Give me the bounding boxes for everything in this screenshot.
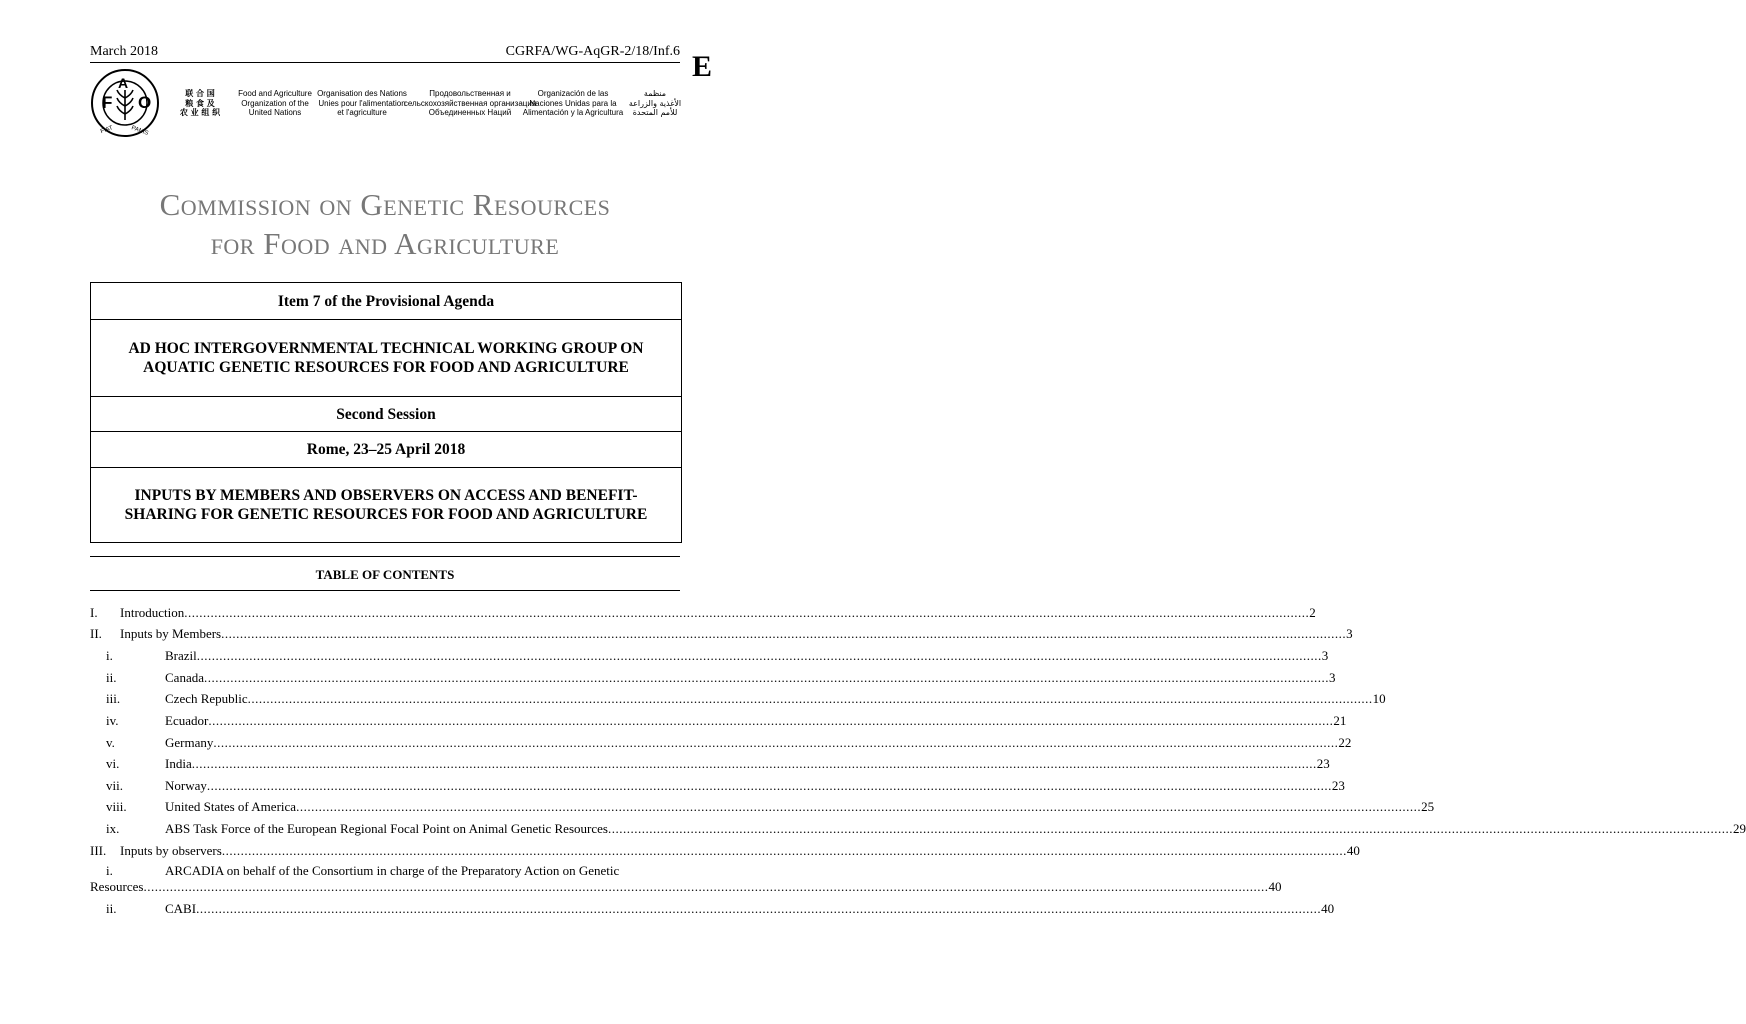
toc-entry-text: ABS Task Force of the European Regional Focal Point on Animal Genetic Resources bbox=[165, 821, 608, 836]
org-name-spanish: Organización de las Naciones Unidas para la Alimentación y la Agricultura bbox=[522, 89, 624, 117]
toc-entry[interactable] bbox=[90, 735, 1352, 751]
toc-entry-page: 22 bbox=[1338, 735, 1352, 750]
toc-entry-page: 29 bbox=[1732, 821, 1746, 836]
toc-entry-text: ARCADIA on behalf of the Consortium in charge of the Preparatory Action on Genetic bbox=[165, 863, 620, 878]
toc-entry-text: Czech Republic bbox=[165, 691, 248, 706]
toc-leader: ............................................................................................................................................................................................................................................................................................................ bbox=[221, 626, 1347, 641]
toc-entry-text: United States of America bbox=[165, 799, 297, 814]
toc-leader: ............................................................................................................................................................................................................................................................................................................ bbox=[196, 901, 1322, 916]
svg-text:PANIS: PANIS bbox=[130, 125, 149, 137]
commission-title-line2: for Food and Agriculture bbox=[210, 226, 560, 261]
toc-entry-text: Introduction bbox=[120, 605, 185, 620]
toc-entry-text: India bbox=[165, 756, 192, 771]
toc-leader: ............................................................................................................................................................................................................................................................................................................ bbox=[143, 879, 1269, 894]
toc-entry-number: II. bbox=[90, 626, 102, 641]
place-and-date: Rome, 23–25 April 2018 bbox=[91, 432, 681, 468]
toc-entry-text: Norway bbox=[165, 778, 207, 793]
toc-entry[interactable] bbox=[90, 901, 1335, 917]
toc-bottom-rule bbox=[90, 590, 680, 591]
toc-entry[interactable] bbox=[90, 713, 1347, 729]
toc-entry-number: ii. bbox=[106, 901, 117, 916]
toc-entry-text: CABI bbox=[165, 901, 197, 916]
toc-leader: ............................................................................................................................................................................................................................................................................................................ bbox=[213, 735, 1339, 750]
toc-entry-number: v. bbox=[106, 735, 115, 750]
toc-entry-page: 40 bbox=[1321, 901, 1335, 916]
org-name-chinese: 联 合 国 粮 食 及 农 业 组 织 bbox=[179, 89, 221, 117]
toc-entry-page: 23 bbox=[1316, 756, 1330, 771]
org-name-russian: Продовольственная и сельскохозяйственная организация Объединенных Наций bbox=[403, 89, 537, 117]
toc-entry-text: Germany bbox=[165, 735, 214, 750]
toc-leader: ............................................................................................................................................................................................................................................................................................................ bbox=[607, 821, 1733, 836]
toc-entry[interactable] bbox=[90, 691, 1386, 707]
toc-leader: ............................................................................................................................................................................................................................................................................................................ bbox=[184, 605, 1310, 620]
toc-entry-text: Canada bbox=[165, 670, 204, 685]
toc-entry-number: I. bbox=[90, 605, 98, 620]
toc-entry[interactable] bbox=[90, 821, 1746, 837]
toc-entry-page: 3 bbox=[1346, 626, 1353, 641]
agenda-item: Item 7 of the Provisional Agenda bbox=[91, 283, 681, 320]
toc-entry[interactable] bbox=[90, 799, 1435, 815]
toc-entry-page: 3 bbox=[1328, 670, 1336, 685]
toc-leader: ............................................................................................................................................................................................................................................................................................................ bbox=[196, 648, 1322, 663]
org-name-french: Organisation des Nations Unies pour l'alimentation et l'agriculture bbox=[317, 89, 407, 117]
toc-entry[interactable] bbox=[90, 756, 1330, 772]
toc-entry-line2[interactable] bbox=[90, 879, 1282, 895]
fao-logo bbox=[90, 68, 160, 138]
header-rule bbox=[90, 62, 680, 63]
toc-entry-number: i. bbox=[106, 648, 113, 663]
toc-entry[interactable] bbox=[90, 670, 1336, 686]
toc-entry-number: iv. bbox=[106, 713, 119, 728]
toc-entry-text: Inputs by Members bbox=[120, 626, 222, 641]
document-date: March 2018 bbox=[90, 44, 159, 59]
toc-entry-page: 21 bbox=[1333, 713, 1347, 728]
svg-text:FIAT: FIAT bbox=[99, 125, 114, 136]
toc-leader: ............................................................................................................................................................................................................................................................................................................ bbox=[221, 843, 1347, 858]
toc-entry-text: Inputs by observers bbox=[120, 843, 222, 858]
toc-leader: ............................................................................................................................................................................................................................................................................................................ bbox=[191, 756, 1317, 771]
toc-entry-text-continued: Resources bbox=[90, 879, 144, 894]
toc-leader: ............................................................................................................................................................................................................................................................................................................ bbox=[247, 691, 1373, 706]
document-title: INPUTS BY MEMBERS AND OBSERVERS ON ACCESS AND BENEFIT-SHARING FOR GENETIC RESOURCES FOR FOOD AND AGRICULTURE bbox=[91, 468, 681, 543]
svg-text:F: F bbox=[102, 93, 113, 112]
toc-top-rule bbox=[90, 556, 680, 557]
language-code: E bbox=[692, 50, 713, 83]
session-name: Second Session bbox=[91, 397, 681, 432]
toc-entry-page: 10 bbox=[1372, 691, 1386, 706]
toc-entry-page: 40 bbox=[1268, 879, 1282, 894]
commission-title-line1: Commission on Genetic Resources bbox=[159, 187, 611, 222]
toc-entry-text: Brazil bbox=[165, 648, 197, 663]
toc-entry[interactable] bbox=[90, 843, 1360, 859]
toc-entry[interactable] bbox=[90, 648, 1329, 664]
toc-entry[interactable] bbox=[90, 605, 1316, 621]
toc-entry-number: i. bbox=[106, 863, 113, 878]
toc-leader: ............................................................................................................................................................................................................................................................................................................ bbox=[208, 713, 1334, 728]
toc-entry-line1[interactable] bbox=[90, 863, 680, 879]
toc-leader: ............................................................................................................................................................................................................................................................................................................ bbox=[203, 670, 1329, 685]
toc-entry-page: 25 bbox=[1421, 799, 1435, 814]
toc-entry-page: 2 bbox=[1309, 605, 1316, 620]
toc-entry-text: Ecuador bbox=[165, 713, 209, 728]
svg-text:A: A bbox=[118, 75, 129, 91]
toc-entry-number: vi. bbox=[106, 756, 120, 771]
toc-entry-page: 40 bbox=[1346, 843, 1360, 858]
svg-text:O: O bbox=[138, 93, 152, 112]
toc-entry-number: ii. bbox=[106, 670, 117, 685]
toc-entry-number: vii. bbox=[106, 778, 123, 793]
toc-entry-number: viii. bbox=[106, 799, 127, 814]
toc-leader: ............................................................................................................................................................................................................................................................................................................ bbox=[296, 799, 1422, 814]
org-name-english: Food and Agriculture Organization of the United Nations bbox=[238, 89, 312, 117]
toc-entry[interactable] bbox=[90, 778, 1345, 794]
working-group-name: AD HOC INTERGOVERNMENTAL TECHNICAL WORKING GROUP ON AQUATIC GENETIC RESOURCES FOR FOOD AND AGRICULTURE bbox=[91, 320, 681, 397]
document-symbol: CGRFA/WG-AqGR-2/18/Inf.6 bbox=[505, 44, 680, 59]
org-name-arabic: منظمة الأغذية والزراعة للأمم المتحدة bbox=[628, 89, 682, 117]
toc-heading: TABLE OF CONTENTS bbox=[315, 567, 455, 582]
toc-entry-page: 3 bbox=[1321, 648, 1329, 663]
toc-entry-number: ix. bbox=[106, 821, 120, 836]
agenda-box bbox=[90, 282, 682, 543]
toc-leader: ............................................................................................................................................................................................................................................................................................................ bbox=[206, 778, 1332, 793]
toc-entry-number: iii. bbox=[106, 691, 121, 706]
toc-entry[interactable] bbox=[90, 626, 1353, 642]
toc-entry-number: III. bbox=[90, 843, 107, 858]
toc-entry-page: 23 bbox=[1331, 778, 1345, 793]
